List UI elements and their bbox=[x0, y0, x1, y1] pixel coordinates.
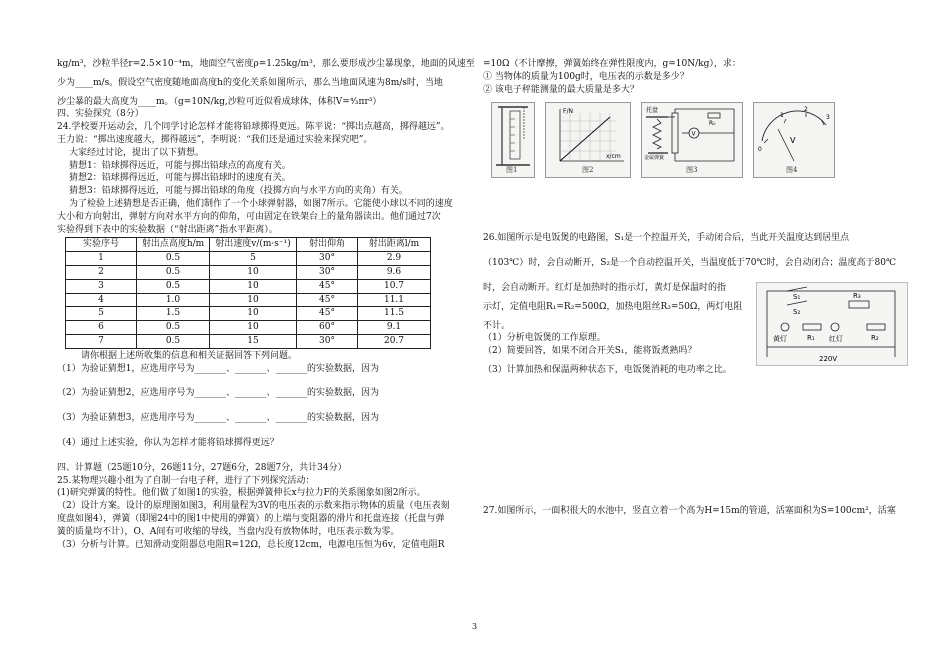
figure-label: 图2 bbox=[582, 165, 594, 174]
table-row bbox=[66, 293, 431, 307]
table-cell: 3 bbox=[66, 279, 137, 293]
column-header: 射出点高度h/m bbox=[137, 238, 210, 252]
text-line: 实验得到下表中的实验数据（“射出距离”指水平距离）。 bbox=[57, 224, 278, 235]
table-cell: 6 bbox=[66, 321, 137, 335]
text-line: （103℃）时，会自动断开，S₂是一个自动控温开关，当温度低于70℃时，会自动闭合；温度高于80℃ bbox=[483, 258, 897, 269]
svg-text:1: 1 bbox=[780, 112, 784, 120]
text-line: 王力说：“掷出速度越大，掷得越远”，李明说：“我们还是通过实验来探究吧”。 bbox=[57, 134, 373, 145]
figure-4 bbox=[753, 102, 835, 178]
column-header: 射出仰角 bbox=[297, 238, 358, 252]
table-cell: 1.5 bbox=[137, 307, 210, 321]
spring-label: 金属弹簧 bbox=[644, 155, 665, 162]
red-lamp-label: 红灯 bbox=[829, 334, 843, 343]
table-row bbox=[66, 252, 431, 266]
page-number: 3 bbox=[472, 622, 478, 631]
text-line: =10Ω（不计摩擦，弹簧始终在弹性限度内，g=10N/kg），求： bbox=[483, 59, 741, 69]
table-row bbox=[66, 279, 431, 293]
text-line: 少为____m/s。假设空气密度随地面高度h的变化关系如图所示，那么当地面风速为8m/s时，当地 bbox=[57, 77, 443, 88]
axis-label: x/cm bbox=[606, 153, 621, 161]
yellow-lamp-label: 黄灯 bbox=[773, 334, 787, 343]
text-line: 示灯，定值电阻R₁=R₂=500Ω，加热电阻丝R₃=50Ω，两灯电阻 bbox=[483, 301, 743, 312]
q26-block bbox=[483, 282, 908, 377]
text-line: 时，会自动断开。红灯是加热时的指示灯，黄灯是保温时的指 bbox=[483, 282, 727, 293]
hypothesis-2: 猜想2：铅球掷得远近，可能与掷出铅球时的速度有关。 bbox=[69, 173, 291, 184]
table-row bbox=[66, 321, 431, 335]
s1-label: S₁ bbox=[793, 292, 801, 301]
table-cell: 5 bbox=[66, 307, 137, 321]
table-cell: 0.5 bbox=[137, 321, 210, 335]
table-cell: 15 bbox=[210, 334, 297, 348]
svg-text:V: V bbox=[790, 136, 796, 146]
table-row bbox=[66, 334, 431, 348]
text-line: 沙尘暴的最大高度为____m。（g=10N/kg,沙粒可近似看成球体，体积V=⁴⁄₃πr³） bbox=[57, 96, 382, 107]
text-line: （3）分析与计算。已知滑动变阻器总电阻R=12Ω，总长度12cm，电源电压恒为6v，定值电阻R bbox=[57, 539, 445, 550]
table-cell: 9.1 bbox=[358, 321, 431, 335]
question-26: 26.如图所示是电饭煲的电路图，S₁是一个控温开关，手动闭合后，当此开关温度达到居里点 bbox=[483, 233, 850, 244]
column-header: 射出距离l/m bbox=[358, 238, 431, 252]
text-line: 请你根据上述所收集的信息和相关证据回答下列问题。 bbox=[81, 350, 298, 361]
text-line: （3）计算加热和保温两种状态下，电饭煲消耗的电功率之比。 bbox=[483, 364, 732, 375]
text-line: （2）简要回答，如果不闭合开关S₁，能将饭煮熟吗？ bbox=[483, 346, 697, 357]
figures-row bbox=[491, 102, 908, 178]
table-cell: 0.5 bbox=[137, 279, 210, 293]
question-27: 27.如图所示，一面积很大的水池中，竖直立着一个高为H=15m的管道，活塞面积为S=100cm²，活塞 bbox=[483, 505, 896, 516]
r3-label: R₃ bbox=[853, 291, 861, 300]
q26-text bbox=[483, 282, 745, 377]
table-cell: 10 bbox=[210, 321, 297, 335]
text-line: 大小和方向射出，弹射方向对水平方向的仰角，可由固定在铁架台上的量角器读出。他们通过7次 bbox=[57, 211, 441, 222]
table-cell: 0.5 bbox=[137, 265, 210, 279]
table-cell: 60° bbox=[297, 321, 358, 335]
table-cell: 2.9 bbox=[358, 252, 431, 266]
text-line: ② 该电子秤能测量的最大质量是多大？ bbox=[483, 84, 639, 95]
section-heading: 四、实验探究（8分） bbox=[57, 109, 144, 120]
rice-cooker-circuit bbox=[756, 282, 908, 371]
left-column bbox=[57, 58, 475, 551]
table-cell: 10 bbox=[210, 307, 297, 321]
section-heading: 四、计算题（25题10分，26题11分，27题6分，28题7分，共计34分） bbox=[57, 462, 347, 473]
text-line: 簧的质量均不计），O、A间有可收缩的导线，当盘内没有放物体时，电压表示数为零。 bbox=[57, 526, 400, 537]
table-cell: 20.7 bbox=[358, 334, 431, 348]
figure-label: 图4 bbox=[786, 165, 798, 174]
table-cell: 10 bbox=[210, 293, 297, 307]
sub-question-3: （3）为验证猜想3，应选用序号为_______、_______、_______的实验数据，因为 bbox=[57, 413, 379, 424]
table-cell: 30° bbox=[297, 334, 358, 348]
table-cell: 2 bbox=[66, 265, 137, 279]
text-line: 为了检验上述猜想是否正确，他们制作了一个小球弹射器，如图7所示。它能使小球以不同的速度 bbox=[69, 198, 453, 209]
r2-label: R₂ bbox=[871, 333, 879, 342]
text-line: 不计。 bbox=[483, 320, 511, 331]
text-line: （2）设计方案。设计的原理图如图3，利用量程为3V的电压表的示数来指示物体的质量（电压表刻 bbox=[57, 501, 450, 512]
table-cell: 4 bbox=[66, 293, 137, 307]
table-cell: 30° bbox=[297, 252, 358, 266]
table-cell: 10 bbox=[210, 265, 297, 279]
sub-question-2: （2）为验证猜想2，应选用序号为_______、_______、_______的实验数据，因为 bbox=[57, 388, 379, 399]
svg-text:2: 2 bbox=[804, 106, 808, 114]
table-cell: 45° bbox=[297, 307, 358, 321]
hypothesis-3: 猜想3：铅球掷得远近，可能与掷出铅球的角度（投掷方向与水平方向的夹角）有关。 bbox=[69, 186, 408, 197]
s2-label: S₂ bbox=[793, 307, 801, 316]
figure-1 bbox=[491, 102, 535, 178]
text-line: 大家经过讨论，提出了以下猜想。 bbox=[69, 147, 205, 158]
table-cell: 10 bbox=[210, 279, 297, 293]
experiment-table bbox=[65, 237, 431, 348]
text-line: ① 当物体的质量为100g时，电压表的示数是多少？ bbox=[483, 71, 689, 82]
tray-label: 托盘 bbox=[646, 107, 659, 115]
resistor-label: R₀ bbox=[709, 120, 716, 128]
figure-label: 图3 bbox=[686, 165, 698, 174]
table-cell: 9.6 bbox=[358, 265, 431, 279]
circuit-diagram bbox=[756, 282, 908, 366]
table-row bbox=[66, 265, 431, 279]
table-cell: 0.5 bbox=[137, 334, 210, 348]
table-row bbox=[66, 307, 431, 321]
table-cell: 11.1 bbox=[358, 293, 431, 307]
text-line: （1）分析电饭煲的工作原理。 bbox=[483, 333, 606, 344]
table-cell: 45° bbox=[297, 279, 358, 293]
text-line: kg/m³，沙粒半径r=2.5×10⁻⁴m，地面空气密度ρ=1.25kg/m³，那么要形成沙尘暴现象，地面的风速至 bbox=[57, 59, 475, 69]
svg-text:V: V bbox=[691, 130, 696, 138]
question-24: 24.学校要开运动会，几个同学讨论怎样才能将铅球掷得更远。陈平说：“掷出点越高，掷得越远”。 bbox=[57, 122, 450, 133]
sub-question-1: （1）为验证猜想1，应选用序号为_______、_______、_______的实验数据，因为 bbox=[57, 363, 379, 374]
text-line: 度盘如图4），弹簧（即图24中的图1中使用的弹簧）的上端与变阻器的滑片和托盘连接（托盘与弹 bbox=[57, 513, 445, 524]
table-header-row bbox=[66, 238, 431, 252]
right-column bbox=[483, 58, 908, 518]
sub-question-4: （4）通过上述实验，你认为怎样才能将铅球掷得更远？ bbox=[57, 437, 279, 448]
axis-label: F/N bbox=[563, 108, 573, 116]
table-cell: 1 bbox=[66, 252, 137, 266]
table-cell: 45° bbox=[297, 293, 358, 307]
table-cell: 10.7 bbox=[358, 279, 431, 293]
figure-3 bbox=[641, 102, 743, 178]
svg-text:0: 0 bbox=[758, 146, 762, 154]
hypothesis-1: 猜想1：铅球掷得远近，可能与掷出铅球点的高度有关。 bbox=[69, 160, 291, 171]
table-cell: 0.5 bbox=[137, 252, 210, 266]
column-header: 射出速度v/(m·s⁻¹) bbox=[210, 238, 297, 252]
table-cell: 1.0 bbox=[137, 293, 210, 307]
r1-label: R₁ bbox=[807, 333, 815, 342]
text-line: (1)研究弹簧的特性。他们做了如图1的实验，根据弹簧伸长x与拉力F的关系图象如图2所示。 bbox=[57, 488, 426, 499]
voltage-label: 220V bbox=[819, 354, 838, 363]
table-cell: 11.5 bbox=[358, 307, 431, 321]
svg-text:3: 3 bbox=[826, 114, 830, 122]
table-cell: 7 bbox=[66, 334, 137, 348]
table-cell: 30° bbox=[297, 265, 358, 279]
table-cell: 5 bbox=[210, 252, 297, 266]
figure-label: 图1 bbox=[506, 165, 518, 174]
question-25: 25.某物理兴趣小组为了自制一台电子秤，进行了下列探究活动： bbox=[57, 475, 315, 486]
column-header: 实验序号 bbox=[66, 238, 137, 252]
figure-2 bbox=[545, 102, 631, 178]
